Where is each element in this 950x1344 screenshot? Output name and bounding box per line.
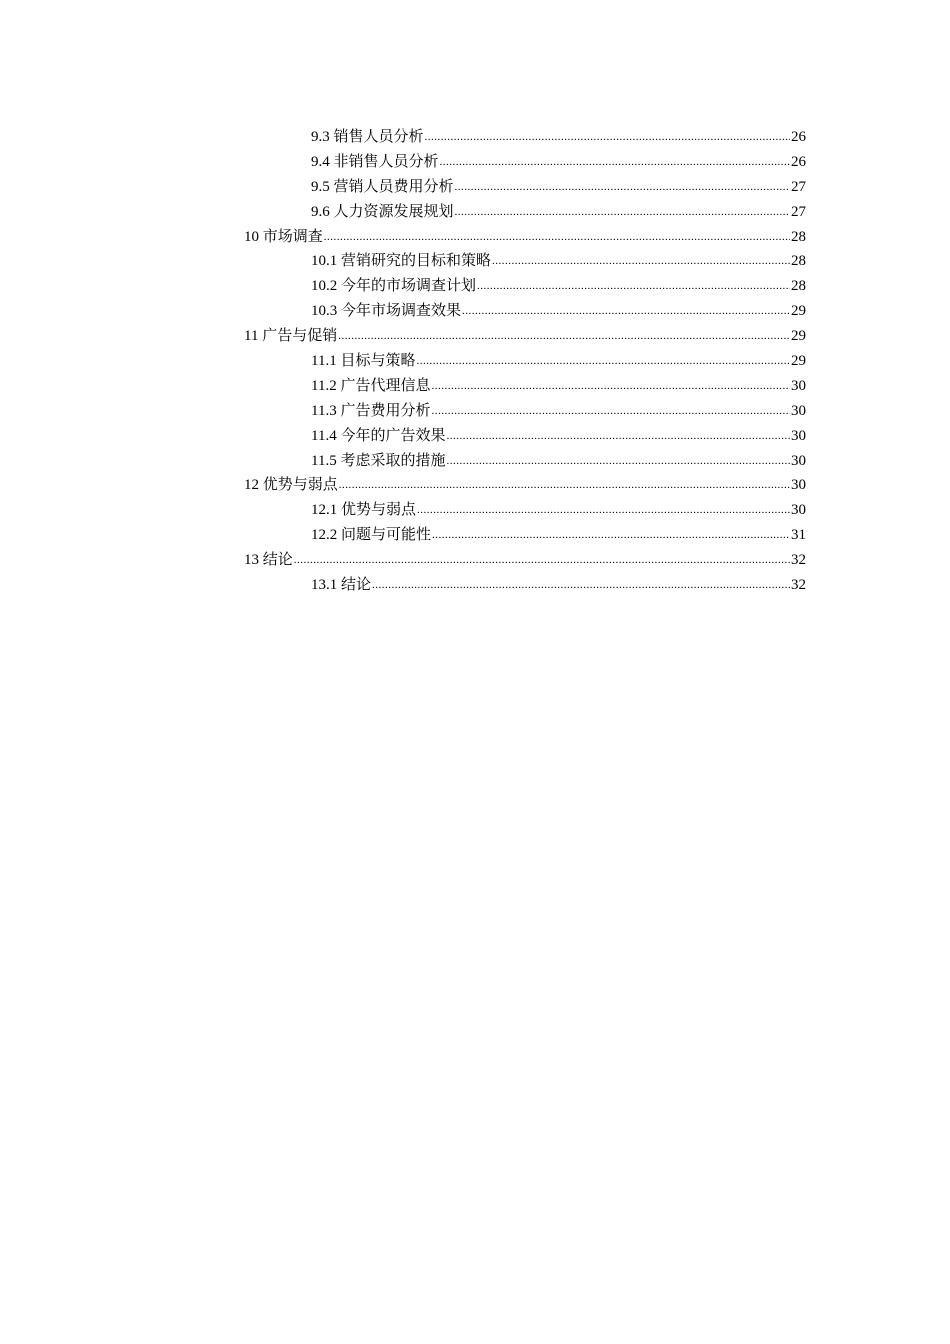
toc-entry[interactable] — [244, 498, 806, 523]
toc-entry-page-number: 32 — [791, 577, 806, 594]
toc-entry[interactable] — [244, 473, 806, 498]
toc-entry[interactable] — [244, 374, 806, 399]
toc-dot-leader — [417, 498, 790, 523]
toc-entry-page-number: 29 — [791, 303, 806, 320]
toc-entry-page-number: 26 — [791, 129, 806, 145]
toc-entry[interactable] — [244, 424, 806, 449]
toc-entry[interactable] — [244, 523, 806, 548]
toc-entry-page-number: 28 — [791, 228, 806, 245]
toc-entry-page-number: 32 — [791, 552, 806, 569]
toc-dot-leader — [339, 473, 790, 498]
toc-entry-label: 9.3 销售人员分析 — [311, 129, 424, 145]
toc-entry-label: 10 市场调查 — [244, 228, 323, 245]
table-of-contents — [244, 125, 806, 598]
toc-dot-leader — [440, 150, 790, 175]
toc-entry-page-number: 30 — [791, 502, 806, 519]
toc-dot-leader — [432, 523, 790, 548]
toc-dot-leader — [446, 449, 790, 474]
toc-entry-label: 11.5 考虑采取的措施 — [311, 452, 446, 469]
toc-entry[interactable] — [244, 249, 806, 274]
toc-entry[interactable] — [244, 274, 806, 299]
toc-dot-leader — [431, 399, 790, 424]
toc-entry-label: 12.1 优势与弱点 — [311, 502, 417, 519]
toc-entry-label: 12.2 问题与可能性 — [311, 527, 432, 544]
toc-entry-label: 11.3 广告费用分析 — [311, 402, 431, 419]
toc-dot-leader — [425, 125, 790, 150]
toc-entry-label: 11.1 目标与策略 — [311, 353, 416, 370]
toc-entry-page-number: 31 — [791, 527, 806, 544]
toc-entry-label: 12 优势与弱点 — [244, 477, 338, 494]
toc-entry-label: 9.5 营销人员费用分析 — [311, 178, 454, 195]
toc-entry[interactable] — [244, 349, 806, 374]
toc-entry[interactable] — [244, 449, 806, 474]
toc-dot-leader — [455, 175, 790, 200]
toc-entry-page-number: 28 — [791, 253, 806, 270]
toc-entry-label: 10.3 今年市场调查效果 — [311, 303, 462, 320]
toc-entry-label: 13.1 结论 — [311, 577, 372, 594]
toc-entry-page-number: 30 — [791, 377, 806, 394]
toc-entry-label: 10.1 营销研究的目标和策略 — [311, 253, 492, 270]
toc-entry[interactable] — [244, 125, 806, 150]
toc-entry-page-number: 27 — [791, 178, 806, 195]
toc-dot-leader — [431, 374, 790, 399]
toc-entry-page-number: 29 — [791, 353, 806, 370]
toc-entry-label: 9.6 人力资源发展规划 — [311, 203, 454, 220]
toc-entry[interactable] — [244, 175, 806, 200]
toc-dot-leader — [492, 249, 790, 274]
toc-entry[interactable] — [244, 150, 806, 175]
toc-entry-page-number: 29 — [791, 328, 806, 345]
toc-dot-leader — [294, 548, 790, 573]
toc-entry[interactable] — [244, 399, 806, 424]
toc-dot-leader — [338, 324, 790, 349]
toc-dot-leader — [324, 225, 790, 250]
toc-entry[interactable] — [244, 548, 806, 573]
toc-entry[interactable] — [244, 299, 806, 324]
toc-entry-page-number: 27 — [791, 203, 806, 220]
toc-entry-label: 9.4 非销售人员分析 — [311, 153, 439, 170]
toc-entry-label: 13 结论 — [244, 552, 293, 569]
toc-dot-leader — [477, 274, 790, 299]
toc-entry[interactable] — [244, 573, 806, 598]
toc-entry[interactable] — [244, 200, 806, 225]
toc-entry-page-number: 30 — [791, 452, 806, 469]
toc-entry-page-number: 28 — [791, 278, 806, 295]
toc-entry-page-number: 30 — [791, 427, 806, 444]
toc-entry-label: 11 广告与促销 — [244, 328, 338, 345]
toc-entry-label: 11.2 广告代理信息 — [311, 377, 431, 394]
toc-entry[interactable] — [244, 324, 806, 349]
toc-dot-leader — [372, 573, 790, 598]
toc-entry-label: 11.4 今年的广告效果 — [311, 427, 446, 444]
toc-entry-page-number: 30 — [791, 477, 806, 494]
toc-entry-page-number: 26 — [791, 153, 806, 170]
toc-dot-leader — [455, 200, 790, 225]
toc-entry-label: 10.2 今年的市场调查计划 — [311, 278, 477, 295]
toc-entry[interactable] — [244, 225, 806, 250]
toc-dot-leader — [462, 299, 790, 324]
toc-entry-page-number: 30 — [791, 402, 806, 419]
toc-dot-leader — [446, 424, 790, 449]
toc-dot-leader — [416, 349, 790, 374]
